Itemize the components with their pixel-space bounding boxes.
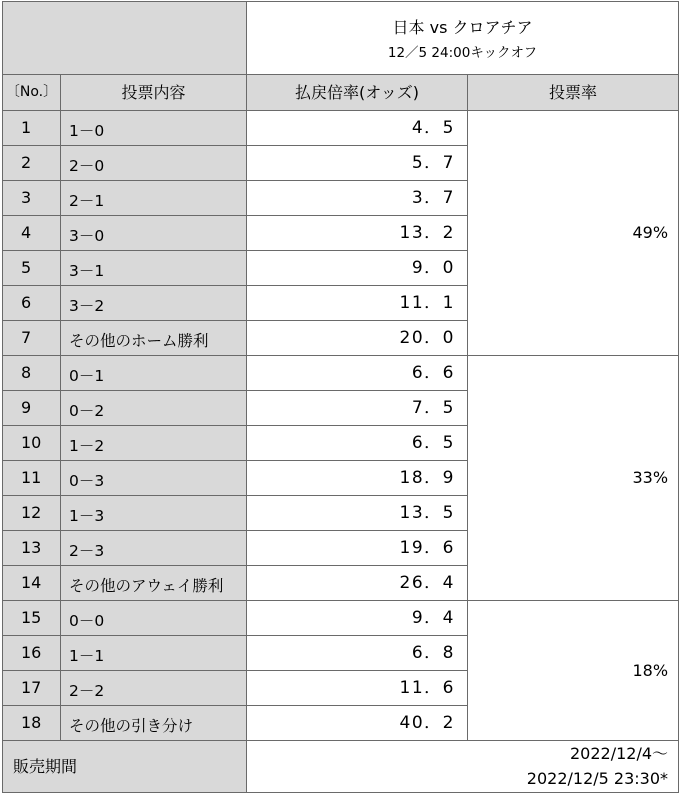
- odds-value: 20．0: [247, 321, 468, 356]
- vote-content: 0－3: [61, 461, 247, 496]
- row-number: 18: [3, 706, 61, 741]
- row-number: 9: [3, 391, 61, 426]
- row-number: 4: [3, 216, 61, 251]
- vote-rate-away: 33%: [468, 356, 679, 601]
- vote-content: 0－2: [61, 391, 247, 426]
- row-number: 16: [3, 636, 61, 671]
- vote-content: 3－1: [61, 251, 247, 286]
- row-number: 6: [3, 286, 61, 321]
- odds-value: 6．6: [247, 356, 468, 391]
- row-number: 1: [3, 111, 61, 146]
- vote-content: 2－2: [61, 671, 247, 706]
- odds-value: 6．5: [247, 426, 468, 461]
- vote-content: 3－0: [61, 216, 247, 251]
- row-number: 17: [3, 671, 61, 706]
- match-header: [247, 2, 679, 75]
- table-row: [3, 111, 679, 146]
- vote-content: 2－1: [61, 181, 247, 216]
- vote-content: 2－0: [61, 146, 247, 181]
- sales-period-value: [247, 741, 679, 793]
- vote-content: その他のホーム勝利: [61, 321, 247, 356]
- odds-value: 9．0: [247, 251, 468, 286]
- row-number: 11: [3, 461, 61, 496]
- vote-content: 1－2: [61, 426, 247, 461]
- header-blank-cell: [3, 2, 247, 75]
- odds-value: 3．7: [247, 181, 468, 216]
- vote-content: その他のアウェイ勝利: [61, 566, 247, 601]
- odds-value: 5．7: [247, 146, 468, 181]
- row-number: 12: [3, 496, 61, 531]
- row-number: 15: [3, 601, 61, 636]
- odds-table: [2, 1, 679, 793]
- row-number: 14: [3, 566, 61, 601]
- sales-period-end: 2022/12/5 23:30*: [526, 768, 669, 788]
- column-header-no: 〔No.〕: [3, 75, 61, 111]
- vote-rate-draw: 18%: [468, 601, 679, 741]
- odds-value: 7．5: [247, 391, 468, 426]
- row-number: 10: [3, 426, 61, 461]
- odds-value: 11．1: [247, 286, 468, 321]
- vote-content: 1－0: [61, 111, 247, 146]
- vote-content: 3－2: [61, 286, 247, 321]
- odds-value: 40．2: [247, 706, 468, 741]
- row-number: 7: [3, 321, 61, 356]
- odds-value: 4．5: [247, 111, 468, 146]
- vote-content: 0－0: [61, 601, 247, 636]
- row-number: 13: [3, 531, 61, 566]
- column-header-rate: 投票率: [468, 75, 679, 111]
- row-number: 5: [3, 251, 61, 286]
- odds-value: 19．6: [247, 531, 468, 566]
- odds-value: 11．6: [247, 671, 468, 706]
- odds-value: 13．2: [247, 216, 468, 251]
- table-row: [3, 601, 679, 636]
- row-number: 2: [3, 146, 61, 181]
- row-number: 8: [3, 356, 61, 391]
- odds-value: 18．9: [247, 461, 468, 496]
- kickoff-time: 12／5 24:00キックオフ: [387, 45, 538, 62]
- vote-content: 2－3: [61, 531, 247, 566]
- match-title: 日本 vs クロアチア: [392, 17, 533, 37]
- vote-content: 1－1: [61, 636, 247, 671]
- vote-rate-home: 49%: [468, 111, 679, 356]
- table-row: [3, 356, 679, 391]
- sales-period-label: 販売期間: [3, 741, 247, 793]
- column-header-odds: 払戻倍率(オッズ): [247, 75, 468, 111]
- vote-content: 1－3: [61, 496, 247, 531]
- sales-period-start: 2022/12/4～: [569, 743, 669, 763]
- vote-content: その他の引き分け: [61, 706, 247, 741]
- odds-value: 9．4: [247, 601, 468, 636]
- odds-value: 6．8: [247, 636, 468, 671]
- odds-value: 13．5: [247, 496, 468, 531]
- column-header-content: 投票内容: [61, 75, 247, 111]
- row-number: 3: [3, 181, 61, 216]
- vote-content: 0－1: [61, 356, 247, 391]
- odds-value: 26．4: [247, 566, 468, 601]
